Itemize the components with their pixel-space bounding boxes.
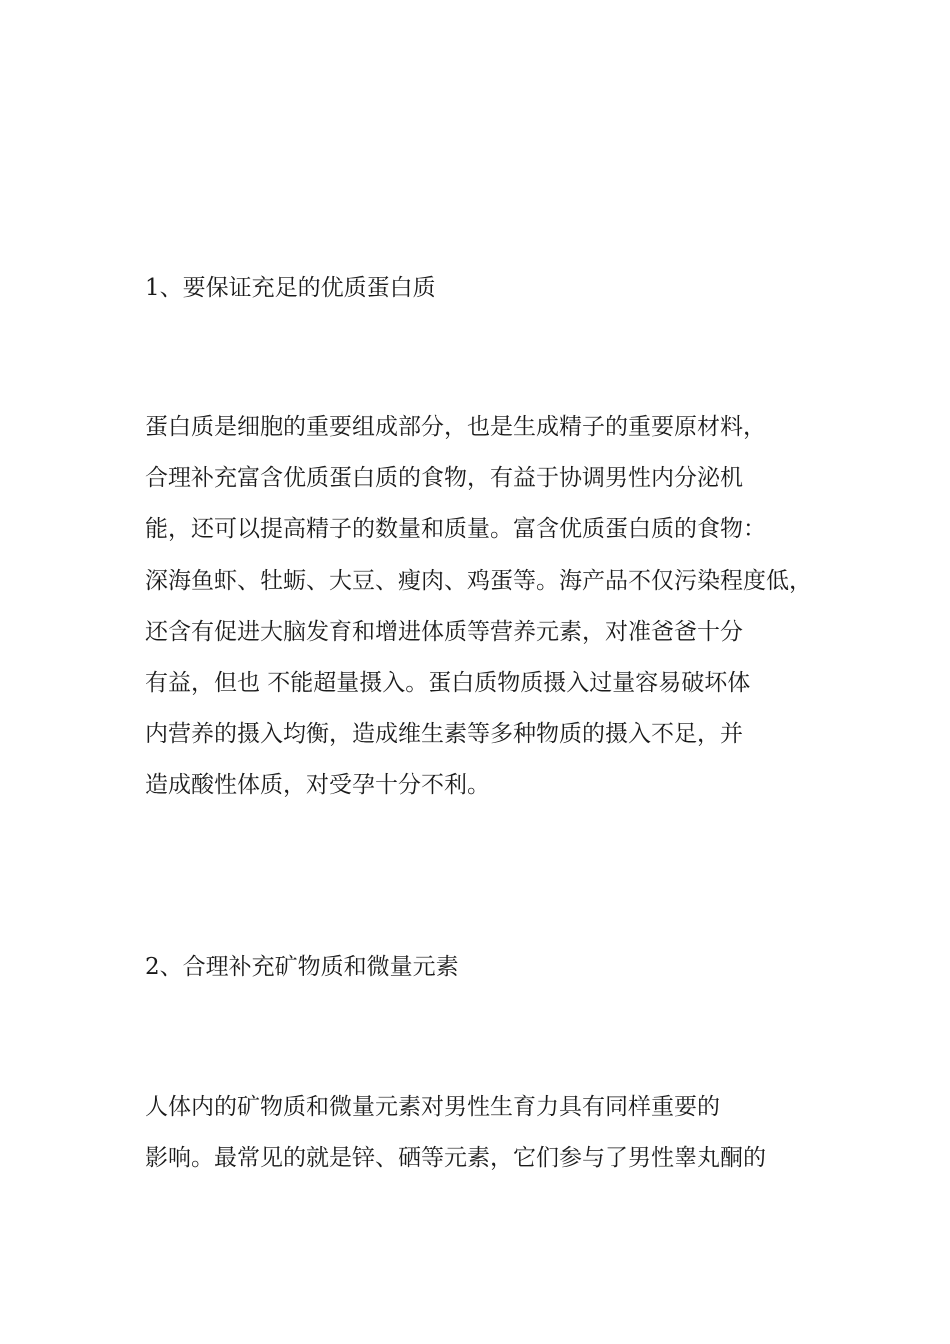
paragraph-line: 影响。最常见的就是锌、硒等元素，它们参与了男性睾丸酮的: [145, 1145, 766, 1172]
paragraph-line: 有益，但也 不能超量摄入。蛋白质物质摄入过量容易破坏体: [145, 669, 751, 696]
section-1-paragraph: [145, 402, 835, 812]
paragraph-line: 蛋白质是细胞的重要组成部分，也是生成精子的重要原材料，: [145, 414, 766, 440]
paragraph-line: 能，还可以提高精子的数量和质量。富含优质蛋白质的食物：: [145, 516, 766, 543]
section-1-heading: 1、要保证充足的优质蛋白质: [145, 275, 436, 301]
paragraph-line: 造成酸性体质，对受孕十分不利。: [145, 772, 490, 799]
paragraph-line: 还含有促进大脑发育和增进体质等营养元素，对准爸爸十分: [145, 618, 743, 645]
section-2-paragraph: [145, 1082, 835, 1184]
paragraph-line: 内营养的摄入均衡，造成维生素等多种物质的摄入不足，并: [145, 721, 743, 748]
paragraph-line: 深海鱼虾、牡蛎、大豆、瘦肉、鸡蛋等。海产品不仅污染程度低，: [145, 567, 812, 594]
paragraph-line: 合理补充富含优质蛋白质的食物，有益于协调男性内分泌机: [145, 465, 743, 492]
paragraph-line: 人体内的矿物质和微量元素对男性生育力具有同样重要的: [145, 1094, 720, 1120]
section-2-heading: 2、合理补充矿物质和微量元素: [145, 954, 459, 980]
